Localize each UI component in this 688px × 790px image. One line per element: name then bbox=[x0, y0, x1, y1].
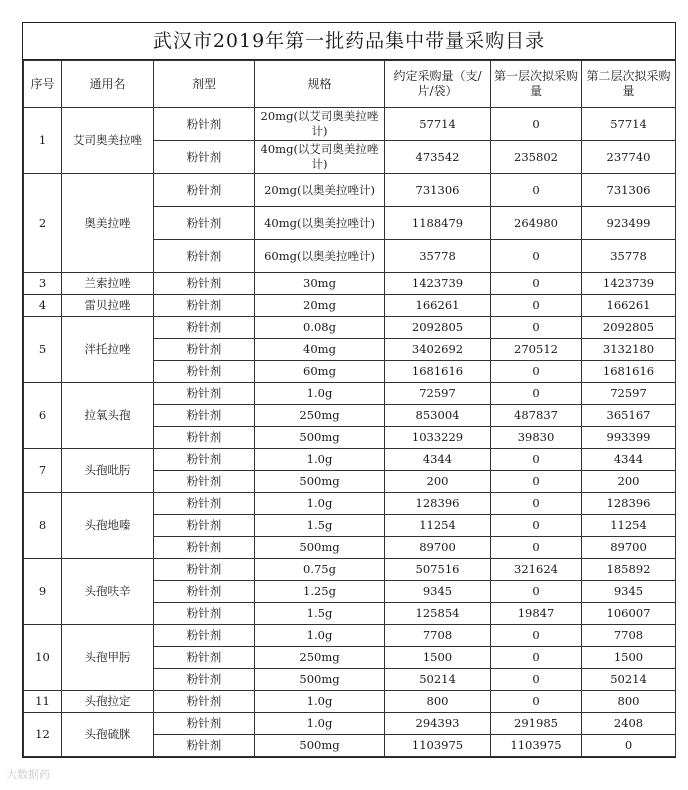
tier1-quantity: 0 bbox=[491, 471, 582, 493]
agreed-quantity: 1188479 bbox=[385, 207, 491, 240]
specification: 1.0g bbox=[255, 449, 385, 471]
tier1-quantity: 0 bbox=[491, 669, 582, 691]
drug-name: 拉氧头孢 bbox=[62, 383, 154, 449]
dosage-form: 粉针剂 bbox=[154, 207, 255, 240]
tier2-quantity: 57714 bbox=[582, 108, 676, 141]
dosage-form: 粉针剂 bbox=[154, 559, 255, 581]
header-form: 剂型 bbox=[154, 61, 255, 108]
dosage-form: 粉针剂 bbox=[154, 515, 255, 537]
drug-name: 雷贝拉唑 bbox=[62, 295, 154, 317]
tier2-quantity: 1681616 bbox=[582, 361, 676, 383]
tier2-quantity: 237740 bbox=[582, 141, 676, 174]
drug-name: 头孢吡肟 bbox=[62, 449, 154, 493]
dosage-form: 粉针剂 bbox=[154, 603, 255, 625]
dosage-form: 粉针剂 bbox=[154, 339, 255, 361]
tier1-quantity: 235802 bbox=[491, 141, 582, 174]
specification: 1.5g bbox=[255, 515, 385, 537]
dosage-form: 粉针剂 bbox=[154, 141, 255, 174]
dosage-form: 粉针剂 bbox=[154, 295, 255, 317]
header-qty: 约定采购量（支/片/袋） bbox=[385, 61, 491, 108]
page-title: 武汉市2019年第一批药品集中带量采购目录 bbox=[23, 23, 675, 60]
specification: 1.25g bbox=[255, 581, 385, 603]
tier1-quantity: 0 bbox=[491, 383, 582, 405]
agreed-quantity: 1033229 bbox=[385, 427, 491, 449]
specification: 30mg bbox=[255, 273, 385, 295]
tier2-quantity: 166261 bbox=[582, 295, 676, 317]
dosage-form: 粉针剂 bbox=[154, 273, 255, 295]
dosage-form: 粉针剂 bbox=[154, 383, 255, 405]
dosage-form: 粉针剂 bbox=[154, 449, 255, 471]
tier2-quantity: 35778 bbox=[582, 240, 676, 273]
tier1-quantity: 0 bbox=[491, 273, 582, 295]
tier2-quantity: 0 bbox=[582, 735, 676, 757]
agreed-quantity: 473542 bbox=[385, 141, 491, 174]
specification: 0.75g bbox=[255, 559, 385, 581]
agreed-quantity: 128396 bbox=[385, 493, 491, 515]
dosage-form: 粉针剂 bbox=[154, 669, 255, 691]
table-row bbox=[24, 449, 676, 471]
procurement-catalog bbox=[22, 22, 676, 758]
agreed-quantity: 7708 bbox=[385, 625, 491, 647]
row-number: 10 bbox=[24, 625, 62, 691]
header-spec: 规格 bbox=[255, 61, 385, 108]
tier1-quantity: 39830 bbox=[491, 427, 582, 449]
specification: 40mg bbox=[255, 339, 385, 361]
agreed-quantity: 3402692 bbox=[385, 339, 491, 361]
tier2-quantity: 1500 bbox=[582, 647, 676, 669]
dosage-form: 粉针剂 bbox=[154, 317, 255, 339]
drug-name: 艾司奥美拉唑 bbox=[62, 108, 154, 174]
drug-name: 头孢硫脒 bbox=[62, 713, 154, 757]
specification: 1.5g bbox=[255, 603, 385, 625]
agreed-quantity: 1423739 bbox=[385, 273, 491, 295]
row-number: 3 bbox=[24, 273, 62, 295]
agreed-quantity: 853004 bbox=[385, 405, 491, 427]
dosage-form: 粉针剂 bbox=[154, 240, 255, 273]
agreed-quantity: 800 bbox=[385, 691, 491, 713]
tier1-quantity: 1103975 bbox=[491, 735, 582, 757]
drug-name: 头孢拉定 bbox=[62, 691, 154, 713]
tier2-quantity: 185892 bbox=[582, 559, 676, 581]
specification: 500mg bbox=[255, 735, 385, 757]
tier1-quantity: 270512 bbox=[491, 339, 582, 361]
tier1-quantity: 0 bbox=[491, 174, 582, 207]
agreed-quantity: 50214 bbox=[385, 669, 491, 691]
table-row bbox=[24, 493, 676, 515]
agreed-quantity: 166261 bbox=[385, 295, 491, 317]
specification: 40mg(以艾司奥美拉唑计) bbox=[255, 141, 385, 174]
specification: 1.0g bbox=[255, 493, 385, 515]
procurement-table bbox=[23, 60, 676, 757]
specification: 250mg bbox=[255, 647, 385, 669]
tier1-quantity: 291985 bbox=[491, 713, 582, 735]
tier2-quantity: 11254 bbox=[582, 515, 676, 537]
tier1-quantity: 19847 bbox=[491, 603, 582, 625]
header-name: 通用名 bbox=[62, 61, 154, 108]
drug-name: 头孢地嗪 bbox=[62, 493, 154, 559]
dosage-form: 粉针剂 bbox=[154, 713, 255, 735]
agreed-quantity: 11254 bbox=[385, 515, 491, 537]
row-number: 5 bbox=[24, 317, 62, 383]
tier2-quantity: 365167 bbox=[582, 405, 676, 427]
agreed-quantity: 125854 bbox=[385, 603, 491, 625]
specification: 500mg bbox=[255, 669, 385, 691]
tier1-quantity: 0 bbox=[491, 295, 582, 317]
row-number: 8 bbox=[24, 493, 62, 559]
table-row bbox=[24, 108, 676, 141]
specification: 500mg bbox=[255, 537, 385, 559]
agreed-quantity: 1103975 bbox=[385, 735, 491, 757]
dosage-form: 粉针剂 bbox=[154, 581, 255, 603]
header-tier1: 第一层次拟采购量 bbox=[491, 61, 582, 108]
row-number: 6 bbox=[24, 383, 62, 449]
tier1-quantity: 0 bbox=[491, 647, 582, 669]
specification: 20mg bbox=[255, 295, 385, 317]
tier1-quantity: 264980 bbox=[491, 207, 582, 240]
watermark: 大数据药 bbox=[6, 768, 50, 781]
table-row bbox=[24, 383, 676, 405]
agreed-quantity: 57714 bbox=[385, 108, 491, 141]
dosage-form: 粉针剂 bbox=[154, 735, 255, 757]
agreed-quantity: 89700 bbox=[385, 537, 491, 559]
specification: 1.0g bbox=[255, 713, 385, 735]
tier1-quantity: 0 bbox=[491, 493, 582, 515]
table-row bbox=[24, 317, 676, 339]
dosage-form: 粉针剂 bbox=[154, 108, 255, 141]
tier1-quantity: 0 bbox=[491, 240, 582, 273]
tier1-quantity: 0 bbox=[491, 581, 582, 603]
row-number: 12 bbox=[24, 713, 62, 757]
tier1-quantity: 0 bbox=[491, 449, 582, 471]
tier1-quantity: 0 bbox=[491, 317, 582, 339]
tier2-quantity: 200 bbox=[582, 471, 676, 493]
tier1-quantity: 321624 bbox=[491, 559, 582, 581]
tier2-quantity: 800 bbox=[582, 691, 676, 713]
specification: 250mg bbox=[255, 405, 385, 427]
tier2-quantity: 89700 bbox=[582, 537, 676, 559]
agreed-quantity: 1681616 bbox=[385, 361, 491, 383]
dosage-form: 粉针剂 bbox=[154, 647, 255, 669]
table-row bbox=[24, 691, 676, 713]
tier2-quantity: 731306 bbox=[582, 174, 676, 207]
row-number: 1 bbox=[24, 108, 62, 174]
table-row bbox=[24, 273, 676, 295]
dosage-form: 粉针剂 bbox=[154, 537, 255, 559]
row-number: 7 bbox=[24, 449, 62, 493]
drug-name: 头孢甲肟 bbox=[62, 625, 154, 691]
tier2-quantity: 1423739 bbox=[582, 273, 676, 295]
tier2-quantity: 72597 bbox=[582, 383, 676, 405]
dosage-form: 粉针剂 bbox=[154, 174, 255, 207]
header-no: 序号 bbox=[24, 61, 62, 108]
table-row bbox=[24, 713, 676, 735]
agreed-quantity: 731306 bbox=[385, 174, 491, 207]
agreed-quantity: 294393 bbox=[385, 713, 491, 735]
agreed-quantity: 4344 bbox=[385, 449, 491, 471]
row-number: 11 bbox=[24, 691, 62, 713]
specification: 60mg bbox=[255, 361, 385, 383]
specification: 20mg(以奥美拉唑计) bbox=[255, 174, 385, 207]
tier2-quantity: 3132180 bbox=[582, 339, 676, 361]
drug-name: 头孢呋辛 bbox=[62, 559, 154, 625]
tier2-quantity: 9345 bbox=[582, 581, 676, 603]
row-number: 2 bbox=[24, 174, 62, 273]
header-tier2: 第二层次拟采购量 bbox=[582, 61, 676, 108]
tier1-quantity: 0 bbox=[491, 625, 582, 647]
specification: 500mg bbox=[255, 471, 385, 493]
tier2-quantity: 2408 bbox=[582, 713, 676, 735]
agreed-quantity: 35778 bbox=[385, 240, 491, 273]
drug-name: 泮托拉唑 bbox=[62, 317, 154, 383]
specification: 1.0g bbox=[255, 625, 385, 647]
agreed-quantity: 2092805 bbox=[385, 317, 491, 339]
specification: 500mg bbox=[255, 427, 385, 449]
table-row bbox=[24, 625, 676, 647]
tier1-quantity: 487837 bbox=[491, 405, 582, 427]
tier2-quantity: 106007 bbox=[582, 603, 676, 625]
tier2-quantity: 923499 bbox=[582, 207, 676, 240]
specification: 60mg(以奥美拉唑计) bbox=[255, 240, 385, 273]
tier2-quantity: 7708 bbox=[582, 625, 676, 647]
tier1-quantity: 0 bbox=[491, 691, 582, 713]
tier1-quantity: 0 bbox=[491, 537, 582, 559]
dosage-form: 粉针剂 bbox=[154, 691, 255, 713]
specification: 40mg(以奥美拉唑计) bbox=[255, 207, 385, 240]
header-row bbox=[24, 61, 676, 108]
specification: 1.0g bbox=[255, 691, 385, 713]
tier2-quantity: 2092805 bbox=[582, 317, 676, 339]
dosage-form: 粉针剂 bbox=[154, 361, 255, 383]
tier2-quantity: 993399 bbox=[582, 427, 676, 449]
specification: 1.0g bbox=[255, 383, 385, 405]
agreed-quantity: 9345 bbox=[385, 581, 491, 603]
tier2-quantity: 4344 bbox=[582, 449, 676, 471]
specification: 20mg(以艾司奥美拉唑计) bbox=[255, 108, 385, 141]
table-row bbox=[24, 559, 676, 581]
dosage-form: 粉针剂 bbox=[154, 625, 255, 647]
tier1-quantity: 0 bbox=[491, 361, 582, 383]
agreed-quantity: 1500 bbox=[385, 647, 491, 669]
drug-name: 奥美拉唑 bbox=[62, 174, 154, 273]
agreed-quantity: 507516 bbox=[385, 559, 491, 581]
dosage-form: 粉针剂 bbox=[154, 405, 255, 427]
row-number: 9 bbox=[24, 559, 62, 625]
table-body bbox=[24, 108, 676, 757]
table-row bbox=[24, 174, 676, 207]
tier2-quantity: 50214 bbox=[582, 669, 676, 691]
dosage-form: 粉针剂 bbox=[154, 427, 255, 449]
tier2-quantity: 128396 bbox=[582, 493, 676, 515]
row-number: 4 bbox=[24, 295, 62, 317]
dosage-form: 粉针剂 bbox=[154, 493, 255, 515]
tier1-quantity: 0 bbox=[491, 515, 582, 537]
agreed-quantity: 72597 bbox=[385, 383, 491, 405]
agreed-quantity: 200 bbox=[385, 471, 491, 493]
tier1-quantity: 0 bbox=[491, 108, 582, 141]
table-row bbox=[24, 295, 676, 317]
drug-name: 兰索拉唑 bbox=[62, 273, 154, 295]
dosage-form: 粉针剂 bbox=[154, 471, 255, 493]
specification: 0.08g bbox=[255, 317, 385, 339]
